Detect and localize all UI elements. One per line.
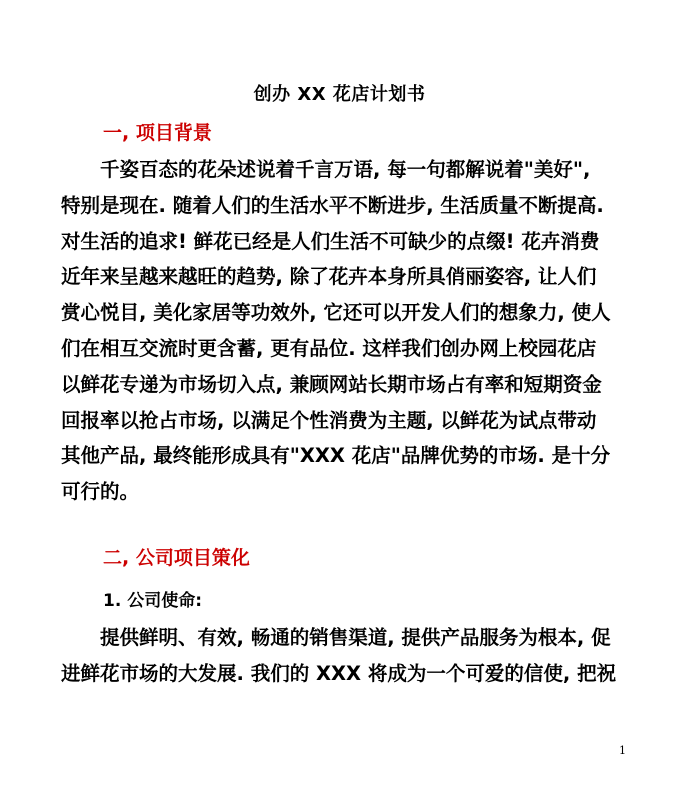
section-body-planning xyxy=(61,620,621,692)
body-line: 赏心悦目, 美化家居等功效外, 它还可以开发人们的想象力, 使人 xyxy=(61,301,611,325)
body-line: 千姿百态的花朵述说着千言万语, 每一句都解说着"美好", xyxy=(61,158,591,181)
section-heading-planning: 二, 公司项目策化 xyxy=(103,547,250,569)
body-line: 进鲜花市场的大发展. 我们的 XXX 将成为一个可爱的信使, 把祝 xyxy=(61,661,617,685)
body-line: 对生活的追求! 鲜花已经是人们生活不可缺少的点缀! 花卉消费 xyxy=(61,229,600,253)
body-line: 可行的。 xyxy=(61,480,140,504)
body-line: 特别是现在. 随着人们的生活水平不断进步, 生活质量不断提高. xyxy=(61,193,604,217)
page-number: 1 xyxy=(619,744,626,757)
section-heading-background: 一, 项目背景 xyxy=(103,122,212,144)
body-line: 其他产品, 最终能形成具有"XXX 花店"品牌优势的市场. 是十分 xyxy=(61,444,611,468)
body-line: 回报率以抢占市场, 以满足个性消费为主题, 以鲜花为试点带动 xyxy=(61,408,597,432)
body-line: 近年来呈越来越旺的趋势, 除了花卉本身所具俏丽姿容, 让人们 xyxy=(61,265,597,289)
document-title: 创办 XX 花店计划书 xyxy=(253,84,426,105)
subsection-heading-mission: 1. 公司使命: xyxy=(103,591,203,611)
body-line: 提供鲜明、有效, 畅通的销售渠道, 提供产品服务为根本, 促 xyxy=(61,626,611,649)
section-body-background xyxy=(61,152,621,510)
body-line: 们在相互交流时更含蓄, 更有品位. 这样我们创办网上校园花店 xyxy=(61,336,597,360)
body-line: 以鲜花专递为市场切入点, 兼顾网站长期市场占有率和短期资金 xyxy=(61,372,602,396)
